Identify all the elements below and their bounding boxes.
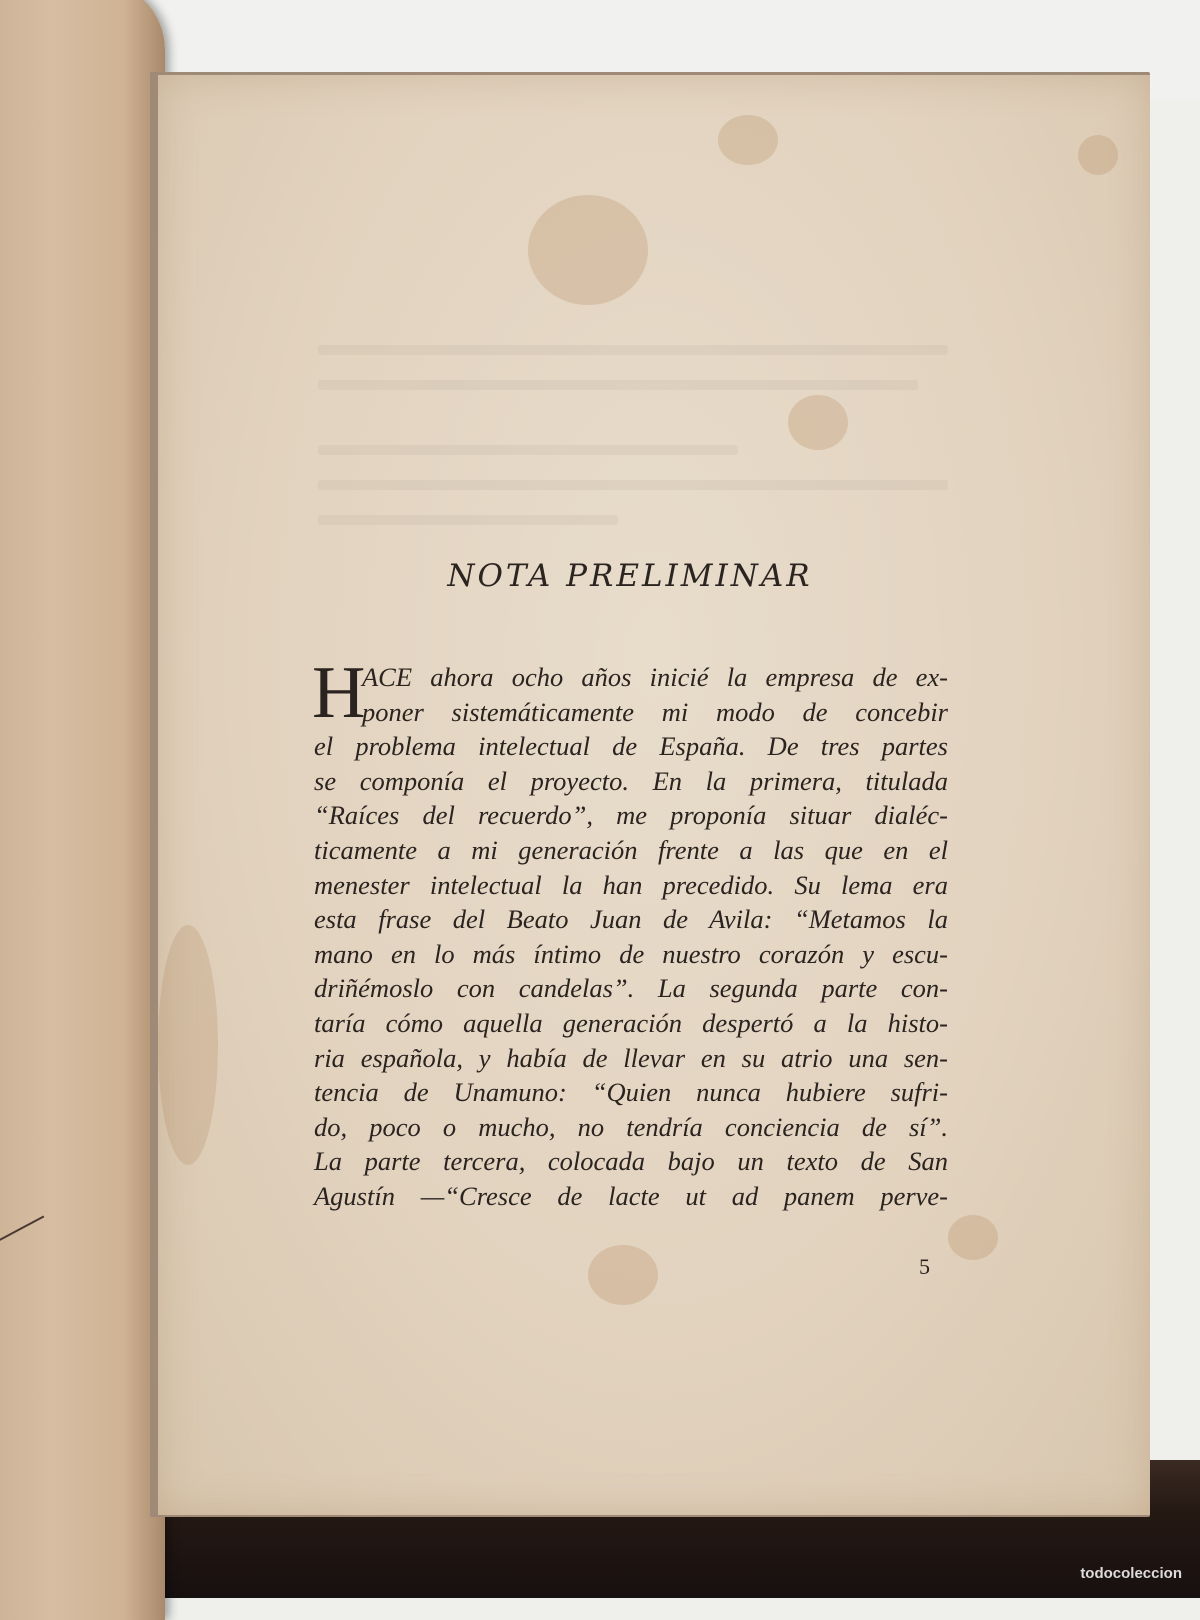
- page-heading: NOTA PRELIMINAR: [447, 558, 813, 594]
- foxing-stain: [1078, 135, 1118, 175]
- text-line: ticamente a mi generación frente a las que en el: [314, 834, 948, 865]
- text-line: menester intelectual la han precedido. Su lema era: [314, 869, 948, 900]
- text-line: tencia de Unamuno: “Quien nunca hubiere sufri-: [314, 1077, 948, 1108]
- show-through-line: [318, 345, 948, 355]
- foxing-stain: [948, 1215, 998, 1260]
- pencil-mark: [0, 1216, 44, 1262]
- foxing-stain: [158, 925, 218, 1165]
- body-text: [312, 652, 948, 1214]
- text-line: driñémoslo con candelas”. La segunda parte con-: [314, 973, 948, 1004]
- foxing-stain: [788, 395, 848, 450]
- text-line: se componía el proyecto. En la primera, titulada: [314, 765, 948, 796]
- text-line: La parte tercera, colocada bajo un texto de San: [314, 1146, 948, 1177]
- watermark: todocoleccion: [1080, 1565, 1182, 1582]
- foxing-stain: [718, 115, 778, 165]
- show-through-line: [318, 445, 738, 455]
- show-through-line: [318, 380, 918, 390]
- text-line: ACE ahora ocho años inicié la empresa de ex-: [362, 662, 948, 692]
- text-line: el problema intelectual de España. De tres partes: [314, 731, 948, 762]
- text-line: taría cómo aquella generación despertó a la histo-: [314, 1007, 948, 1038]
- show-through-line: [318, 515, 618, 525]
- left-page-edge: [0, 0, 165, 1620]
- foxing-stain: [528, 195, 648, 305]
- page-number: 5: [919, 1254, 930, 1279]
- show-through-line: [318, 480, 948, 490]
- drop-cap: H: [312, 652, 366, 734]
- text-line: Agustín —“Cresce de lacte ut ad panem perve-: [314, 1180, 948, 1211]
- text-line: do, poco o mucho, no tendría conciencia de sí”.: [314, 1111, 948, 1142]
- foxing-stain: [588, 1245, 658, 1305]
- text-line: esta frase del Beato Juan de Avila: “Metamos la: [314, 904, 948, 935]
- text-line: “Raíces del recuerdo”, me proponía situar dialéc-: [314, 800, 948, 831]
- text-line: mano en lo más íntimo de nuestro corazón y escu-: [314, 938, 948, 969]
- text-line: poner sistemáticamente mi modo de concebir: [362, 696, 948, 727]
- text-line: ria española, y había de llevar en su atrio una sen-: [314, 1042, 948, 1073]
